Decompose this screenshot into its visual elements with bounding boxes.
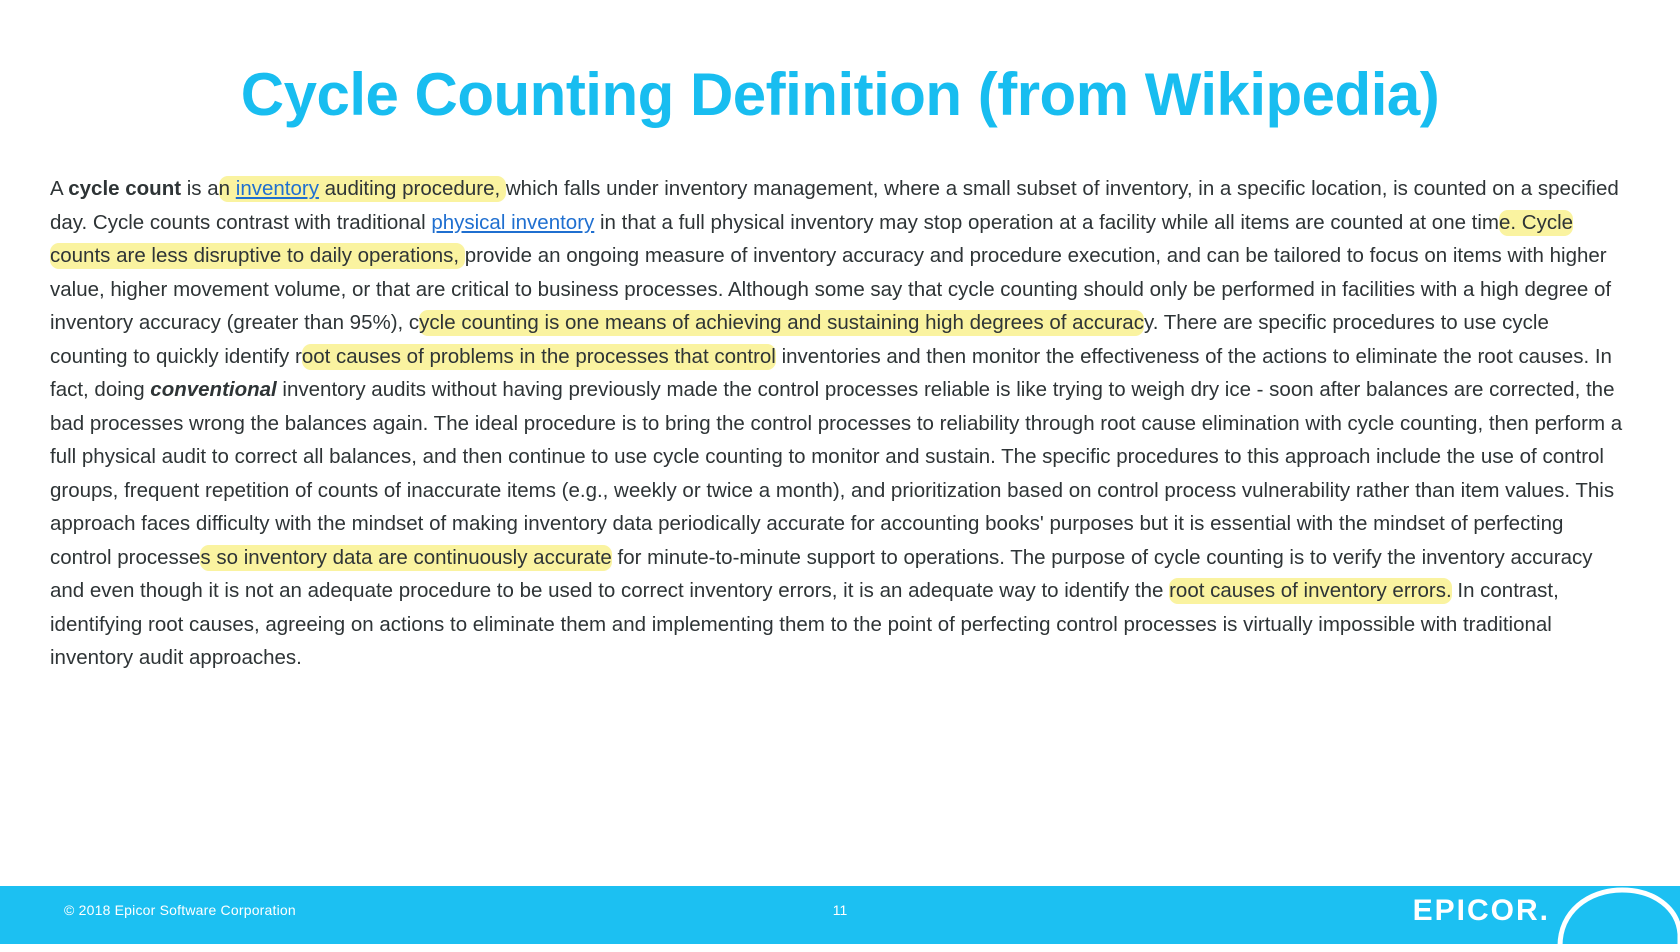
slide-page-number: 11 [832, 902, 848, 918]
body-segment: for minute-to-minute support to operations. The purpose of cycle counting is to verify the inventory accuracy and even though it is not an adequate procedure to be used to correct inventory errors, it is an adequate way to identify the [50, 545, 1593, 602]
highlight-span-5: s so inventory data are continuously accurate [200, 545, 612, 569]
epicor-swoosh-icon [1550, 882, 1680, 952]
body-segment: is a [181, 177, 219, 200]
epicor-logo [1413, 894, 1548, 928]
inventory-link[interactable]: inventory [235, 177, 319, 200]
epicor-logo-dot: . [1539, 894, 1548, 927]
highlight-span-1 [219, 176, 506, 202]
body-segment: which falls under inventory management, where a small subset of inventory, in a specific location, is counted on a specified day. Cycle counts contrast with traditional [50, 177, 1619, 234]
body-bold-italic-term: conventional [150, 378, 277, 401]
body-segment: inventories and then monitor the effectiveness of the actions to eliminate the root causes. In fact, doing [50, 344, 1612, 401]
highlight-span-6: root causes of inventory errors. [1169, 579, 1452, 602]
body-segment: A [50, 177, 69, 200]
epicor-logo-text: EPICOR [1412, 894, 1540, 927]
body-bold-term: cycle count [68, 177, 182, 200]
body-segment: in that a full physical inventory may stop operation at a facility while all items are counted at one tim [594, 210, 1500, 234]
highlight-span-2: e. Cycle counts are less disruptive to daily operations, [50, 210, 1574, 267]
highlight-span-3: ycle counting is one means of achieving and sustaining high degrees of accurac [419, 311, 1144, 334]
page-title: Cycle Counting Definition (from Wikipedia) [240, 61, 1440, 128]
body-segment: auditing procedure, [318, 177, 506, 200]
footer-copyright: © 2018 Epicor Software Corporation [64, 902, 296, 918]
body-segment: In contrast, identifying root causes, agreeing on actions to eliminate them and implementing them to the point of perfecting control processes is virtually impossible with traditional inventory audit approaches. [50, 579, 1559, 669]
highlight-span-4: oot causes of problems in the processes that control [301, 344, 776, 368]
slide-body-text [50, 172, 1630, 675]
physical-inventory-link[interactable]: physical inventory [431, 210, 595, 234]
footer-bar [0, 886, 1680, 944]
body-segment: inventory audits without having previously made the control processes reliable is like trying to weigh dry ice - soon after balances are corrected, the bad processes wrong the balances again. The ideal procedure is to bring the control processes to reliability through root cause elimination with cycle counting, then perform a full physical audit to correct all balances, and then continue to use cycle counting to monitor and sustain. The specific procedures to this approach include the use of control groups, frequent repetition of counts of inaccurate items (e.g., weekly or twice a month), and prioritization based on control process vulnerability rather than item values. This approach faces difficulty with the mindset of making inventory data periodically accurate for accounting books' purposes but it is essential with the mindset of perfecting control processe [50, 378, 1623, 569]
body-segment: n [218, 177, 236, 200]
body-segment: provide an ongoing measure of inventory accuracy and procedure execution, and can be tailored to focus on items with higher value, higher movement volume, or that are critical to business processes. Although some say that cycle counting should only be performed in facilities with a high degree of inventory accuracy (greater than 95%), c [50, 244, 1612, 334]
body-segment: y. There are specific procedures to use cycle counting to quickly identify r [50, 311, 1549, 368]
